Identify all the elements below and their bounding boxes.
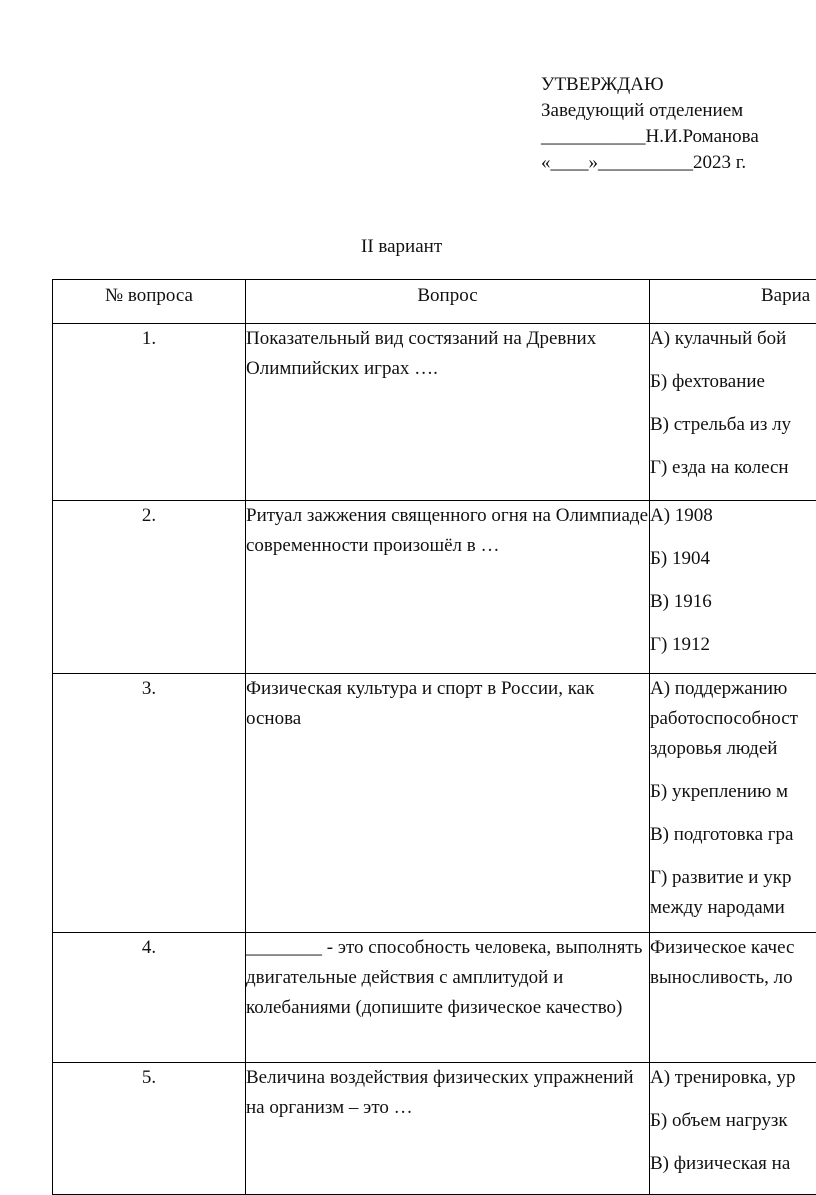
question-text: ________ - это способность человека, выполнять двигательные действия с амплитудой и колебаниями (допишите физическое качество): [246, 933, 650, 1063]
answer-options: [650, 324, 816, 501]
question-number: 4.: [53, 933, 246, 1063]
answer-option: А) тренировка, ур: [650, 1067, 796, 1088]
answer-option: В) физическая на: [650, 1153, 791, 1174]
question-number: 5.: [53, 1063, 246, 1195]
question-number: 3.: [53, 674, 246, 933]
answer-option: В) стрельба из лу: [650, 414, 792, 435]
answer-option: А) 1908: [650, 505, 713, 526]
table-row: [53, 324, 816, 501]
question-number: 1.: [53, 324, 246, 501]
answer-option: Б) 1904: [650, 548, 710, 569]
answer-option: Г) 1912: [650, 634, 711, 655]
question-text: Ритуал зажжения священного огня на Олимпиаде современности произошёл в …: [246, 501, 650, 674]
variant-title: II вариант: [361, 236, 443, 257]
answer-option: В) 1916: [650, 591, 712, 612]
answer-option-line: Г) развитие и укр: [650, 867, 792, 888]
approval-date-line: «____»__________2023 г.: [541, 152, 747, 173]
answer-options: [650, 933, 816, 1063]
answer-option-line: выносливость, ло: [650, 967, 793, 988]
table-header-row: [53, 280, 816, 324]
approval-signature-line: ___________Н.И.Романова: [541, 126, 759, 147]
answer-option-line: между народами: [650, 897, 785, 918]
answer-option-line: Б) укреплению м: [650, 781, 789, 802]
answer-option: Б) объем нагрузк: [650, 1110, 788, 1131]
table-row: [53, 933, 816, 1063]
answer-option: [650, 777, 816, 807]
answer-option-line: Физическое качес: [650, 937, 795, 958]
answer-option: [650, 863, 816, 923]
question-text: Физическая культура и спорт в России, как основа: [246, 674, 650, 933]
answer-option: А) кулачный бой: [650, 328, 787, 349]
table-row: [53, 501, 816, 674]
answer-options: [650, 501, 816, 674]
answer-option: [650, 820, 816, 850]
answer-option: Г) езда на колесн: [650, 457, 789, 478]
question-text: Показательный вид состязаний на Древних Олимпийских играх ….: [246, 324, 650, 501]
approval-heading: УТВЕРЖДАЮ: [541, 74, 664, 95]
header-question: Вопрос: [246, 280, 650, 324]
header-answers: Вариа: [650, 280, 816, 324]
answer-option-line: работоспособност: [650, 708, 798, 729]
answer-option-line: А) поддержанию: [650, 678, 788, 699]
answer-options: [650, 674, 816, 933]
table-row: [53, 1063, 816, 1195]
answer-options: [650, 1063, 816, 1195]
answer-option: [650, 674, 816, 764]
approval-block: [541, 72, 759, 176]
answer-option-line: здоровья людей: [650, 738, 778, 759]
answer-option: [650, 933, 816, 993]
question-text: Величина воздействия физических упражнений на организм – это …: [246, 1063, 650, 1195]
approval-position: Заведующий отделением: [541, 100, 744, 121]
question-number: 2.: [53, 501, 246, 674]
answer-option-line: В) подготовка гра: [650, 824, 794, 845]
header-question-number: № вопроса: [53, 280, 246, 324]
answer-option: Б) фехтование: [650, 371, 765, 392]
table-row: [53, 674, 816, 933]
questions-table: [52, 279, 816, 1195]
